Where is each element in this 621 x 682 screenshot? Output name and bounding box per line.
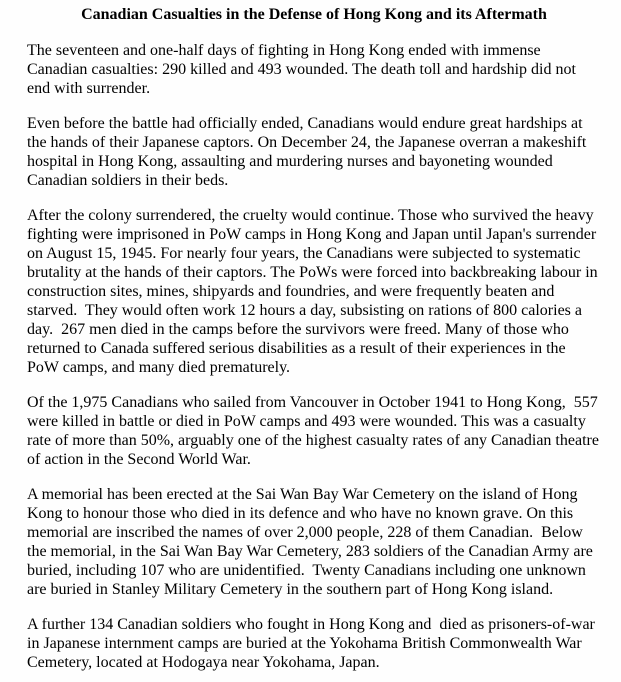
paragraph-pow-camps: After the colony surrendered, the cruelty would continue. Those who survived the heavy fighting were imprisoned in PoW camps in Hong Kong and Japan until Japan's surrender on August 15, 1945. For nearly four years, the Canadians were subjected to systematic brutality at the hands of their captors. The PoWs were forced into backbreaking labour in construction sites, mines, shipyards and foundries, and were frequently beaten and starved. They would often work 12 hours a day, subsisting on rations of 800 calories a day. 267 men died in the camps before the survivors were freed. Many of those who returned to Canada suffered serious disabilities as a result of their experiences in the PoW camps, and many died prematurely.: [27, 207, 602, 376]
paragraph-casualty-summary: The seventeen and one-half days of fighting in Hong Kong ended with immense Canadian casualties: 290 killed and 493 wounded. The death toll and hardship did not end with surrender.: [27, 42, 580, 97]
paragraph-casualty-rate: Of the 1,975 Canadians who sailed from Vancouver in October 1941 to Hong Kong, 557 were killed in battle or died in PoW camps and 493 were wounded. This was a casualty rate of more than 50%, arguably one of the highest casualty rates of any Canadian theatre of action in the Second World War.: [27, 394, 603, 468]
paragraph-sai-wan-memorial: A memorial has been erected at the Sai Wan Bay War Cemetery on the island of Hong Kong to honour those who died in its defence and who have no known grave. On this memorial are inscribed the names of over 2,000 people, 228 of them Canadian. Below the memorial, in the Sai Wan Bay War Cemetery, 283 soldiers of the Canadian Army are buried, including 107 who are unidentified. Twenty Canadians including one unknown are buried in Stanley Military Cemetery in the southern part of Hong Kong island.: [27, 486, 597, 598]
paragraph-yokohama-cemetery: A further 134 Canadian soldiers who fought in Hong Kong and died as prisoners-of-war in Japanese internment camps are buried at the Yokohama British Commonwealth War Cemetery, located at Hodogaya near Yokohama, Japan.: [27, 616, 599, 671]
page-title: Canadian Casualties in the Defense of Hong Kong and its Aftermath: [81, 6, 547, 23]
paragraph-hospital-atrocity: Even before the battle had officially ended, Canadians would endure great hardships at the hands of their Japanese captors. On December 24, the Japanese overran a makeshift hospital in Hong Kong, assaulting and murdering nurses and bayoneting wounded Canadian soldiers in their beds.: [27, 115, 591, 189]
